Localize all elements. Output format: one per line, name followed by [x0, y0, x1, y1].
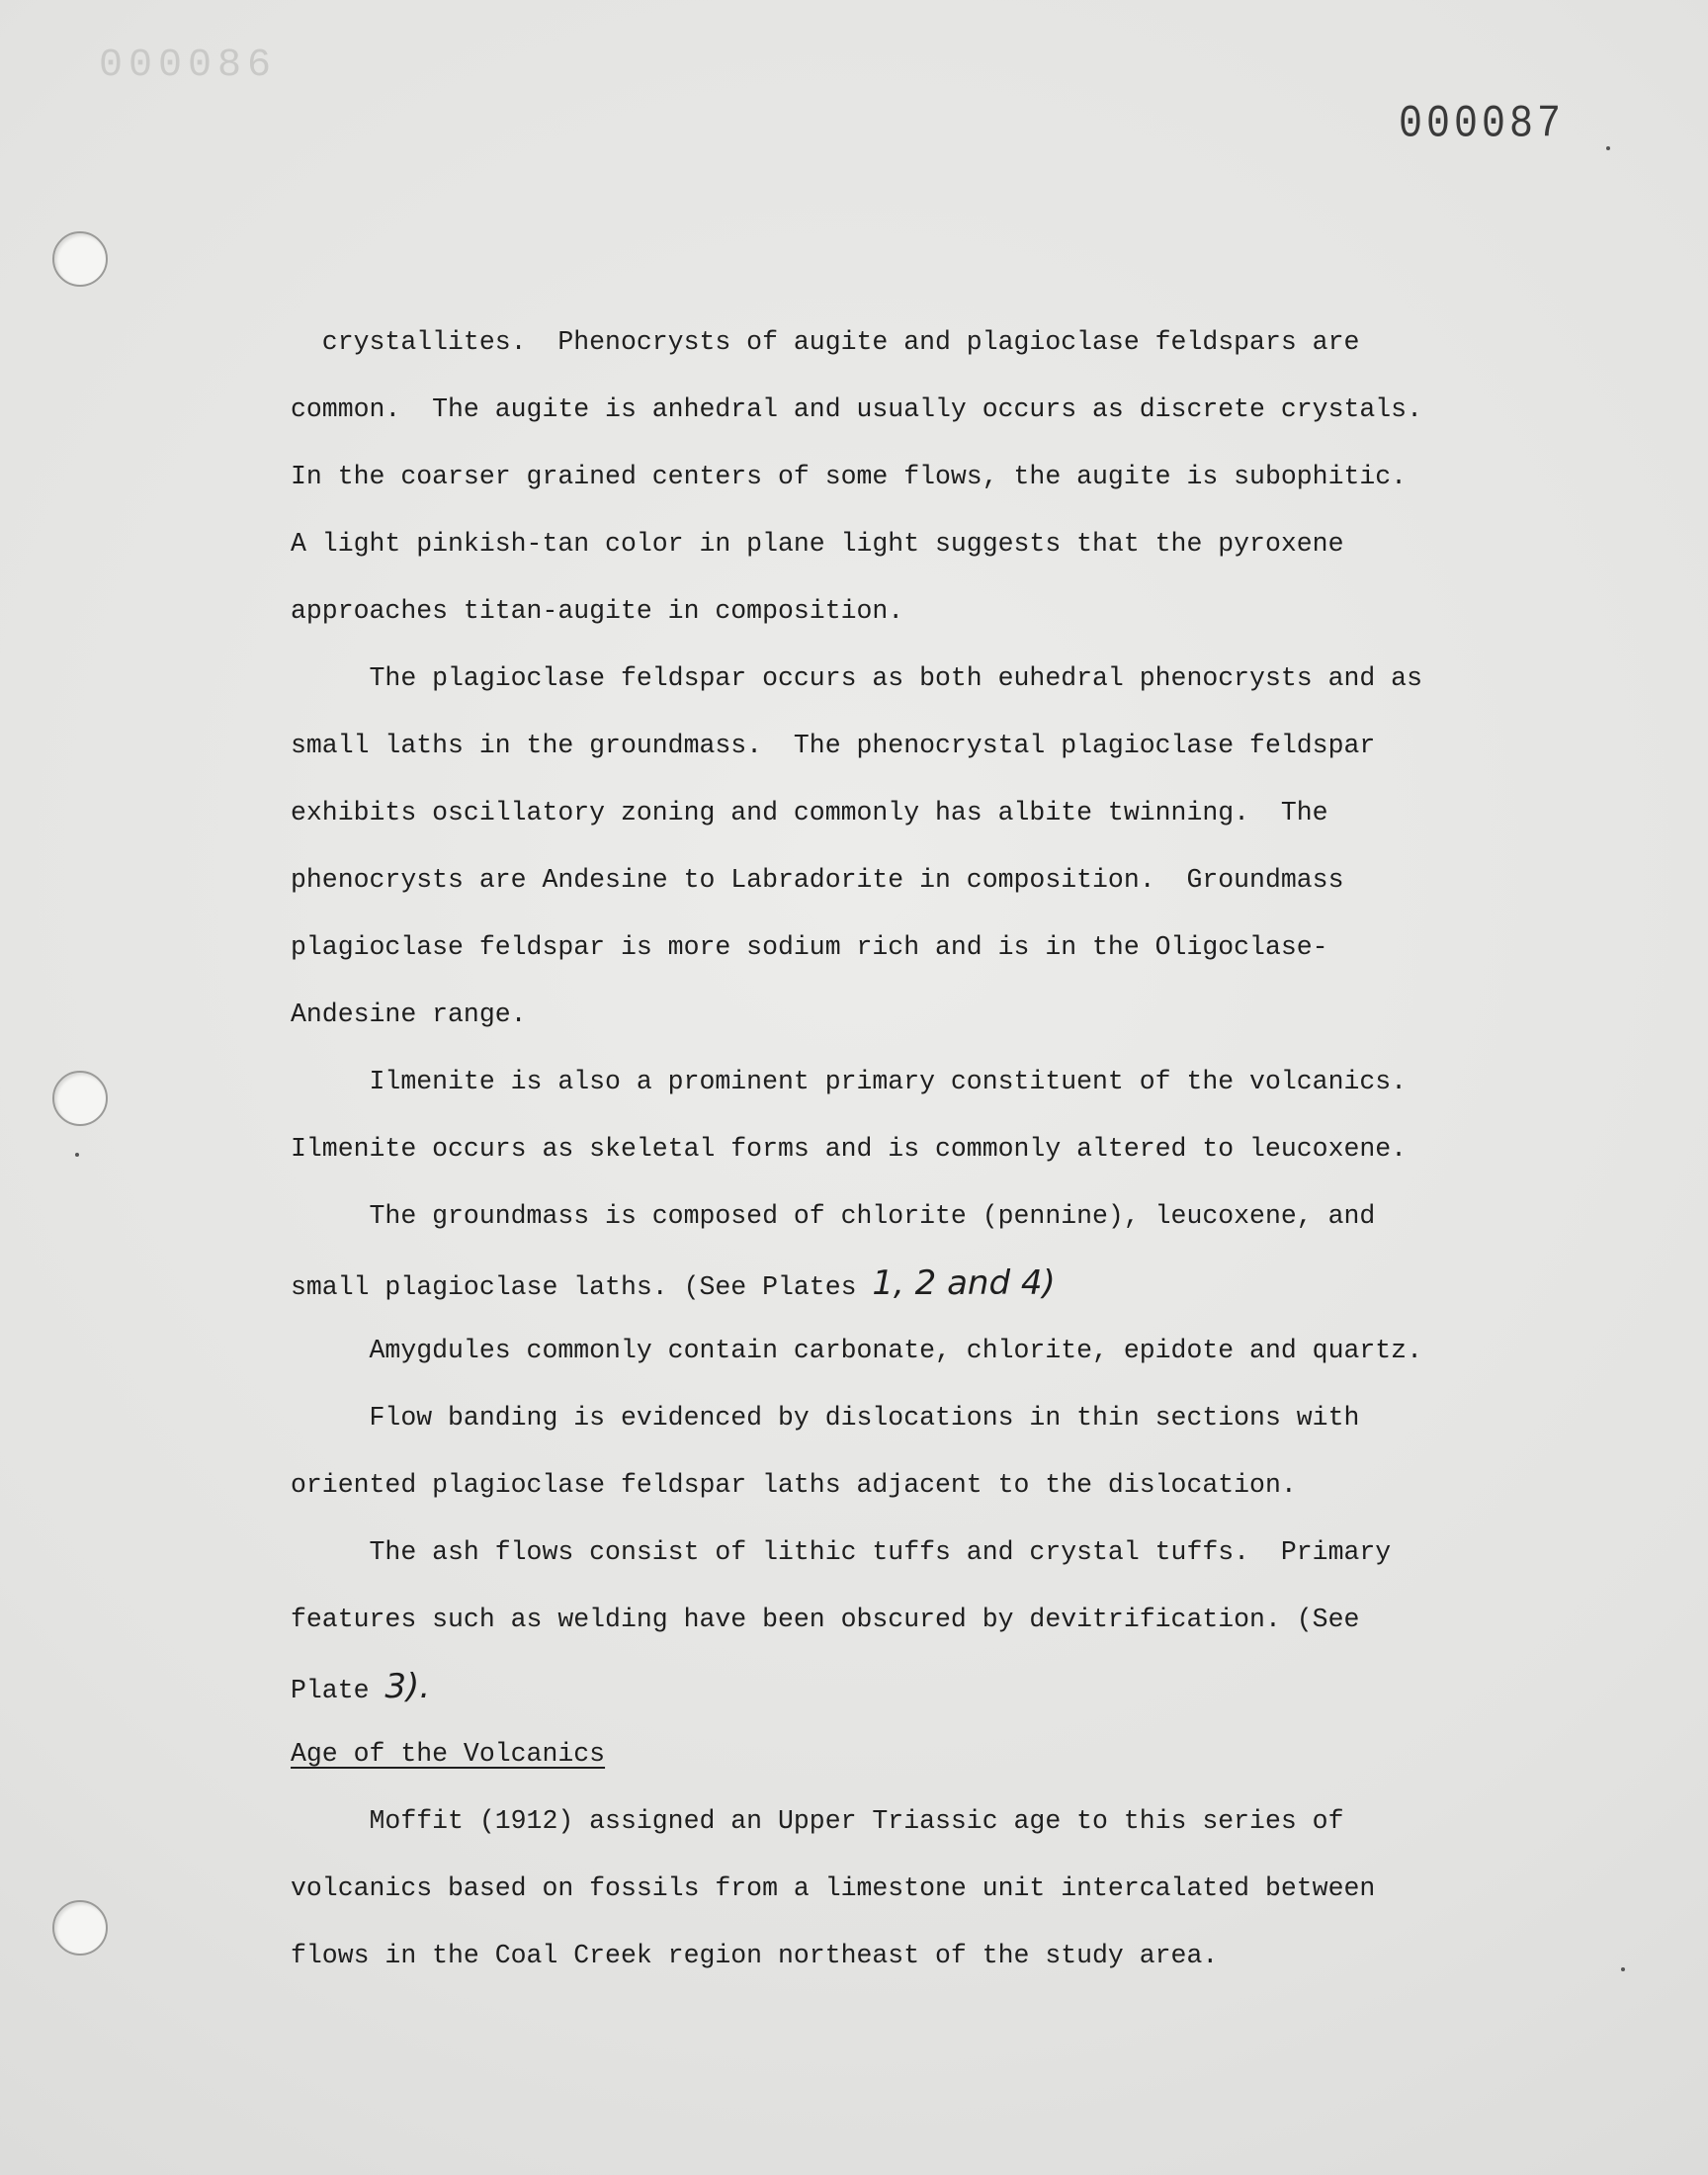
text-line: Amygdules commonly contain carbonate, chlorite, epidote and quartz. [291, 1336, 1422, 1365]
binder-hole-icon [52, 1900, 108, 1956]
text-line: A light pinkish-tan color in plane light suggests that the pyroxene [291, 529, 1344, 559]
typed-text: small plagioclase laths. (See Plates [291, 1272, 873, 1302]
body-text [291, 308, 1516, 1989]
text-line: Flow banding is evidenced by dislocations in thin sections with [291, 1403, 1360, 1433]
text-line: The plagioclase feldspar occurs as both euhedral phenocrysts and as [291, 663, 1422, 693]
section-heading: Age of the Volcanics [291, 1739, 606, 1769]
text-line: plagioclase feldspar is more sodium rich and is in the Oligoclase- [291, 932, 1328, 962]
text-line: flows in the Coal Creek region northeast of the study area. [291, 1941, 1219, 1970]
text-line: features such as welding have been obscured by devitrification. (See [291, 1605, 1360, 1634]
text-line: The ash flows consist of lithic tuffs and crystal tuffs. Primary [291, 1537, 1392, 1567]
speck-mark [1621, 1967, 1625, 1971]
text-line: Ilmenite occurs as skeletal forms and is commonly altered to leucoxene. [291, 1134, 1408, 1164]
speck-mark [75, 1153, 79, 1157]
text-line: Moffit (1912) assigned an Upper Triassic age to this series of [291, 1806, 1344, 1836]
text-line: volcanics based on fossils from a limestone unit intercalated between [291, 1873, 1376, 1903]
text-line: oriented plagioclase feldspar laths adjacent to the dislocation. [291, 1470, 1297, 1500]
text-line: In the coarser grained centers of some flows, the augite is subophitic. [291, 462, 1408, 491]
text-line: Ilmenite is also a prominent primary constituent of the volcanics. [291, 1067, 1408, 1096]
text-line: small laths in the groundmass. The phenocrystal plagioclase feldspar [291, 731, 1376, 760]
typed-text: Plate [291, 1676, 385, 1705]
speck-mark [1606, 146, 1610, 150]
text-line: common. The augite is anhedral and usually occurs as discrete crystals. [291, 394, 1422, 424]
text-line: The groundmass is composed of chlorite (pennine), leucoxene, and [291, 1201, 1376, 1231]
binder-hole-icon [52, 231, 108, 287]
text-line: Andesine range. [291, 1000, 527, 1029]
text-line [291, 1250, 1516, 1317]
page-number: 000087 [1399, 99, 1566, 151]
handwritten-text: 1, 2 and 4) [872, 1263, 1056, 1303]
text-line [291, 1653, 1516, 1720]
bleed-through-page-number: 000086 [99, 44, 278, 88]
text-line: crystallites. Phenocrysts of augite and plagioclase feldspars are [291, 327, 1360, 357]
text-line: exhibits oscillatory zoning and commonly has albite twinning. The [291, 798, 1328, 827]
text-line: phenocrysts are Andesine to Labradorite in composition. Groundmass [291, 865, 1344, 895]
text-line: approaches titan-augite in composition. [291, 596, 904, 626]
text-line [291, 1720, 1516, 1787]
binder-hole-icon [52, 1071, 108, 1126]
handwritten-text: 3). [384, 1667, 431, 1706]
